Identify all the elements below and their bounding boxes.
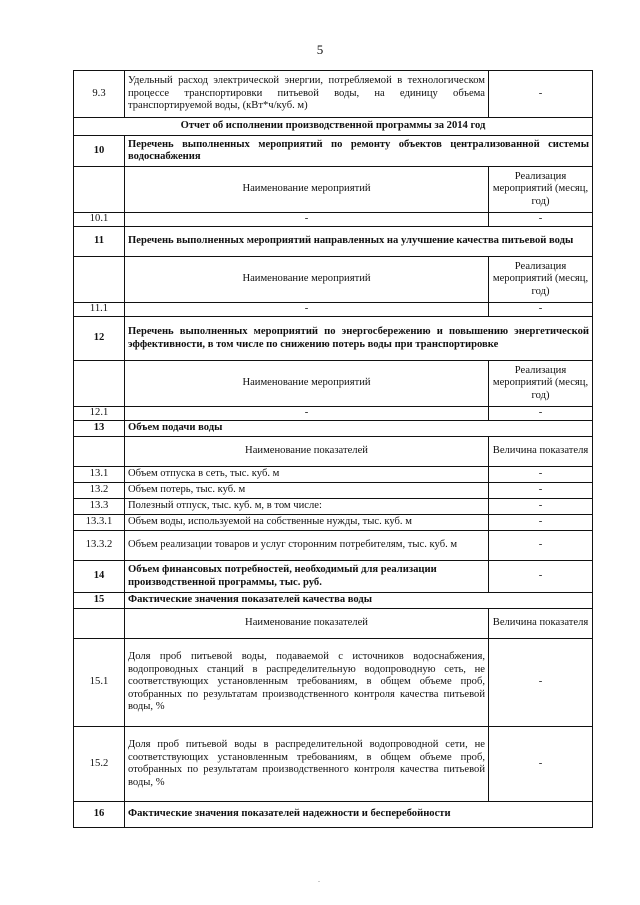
column-header-row <box>74 361 593 407</box>
column-header-value: Реализация мероприятий (месяц, год) <box>489 257 593 303</box>
table-row <box>74 303 593 317</box>
table-row <box>74 71 593 118</box>
column-header-value: Реализация мероприятий (месяц, год) <box>489 167 593 213</box>
row-number: 10.1 <box>74 213 125 227</box>
column-header-row <box>74 257 593 303</box>
row-text: - <box>125 407 489 421</box>
table-row <box>74 213 593 227</box>
row-text: Фактические значения показателей качества воды <box>125 593 593 609</box>
row-number: 13.3.2 <box>74 531 125 561</box>
table-row <box>74 499 593 515</box>
production-program-table <box>73 70 593 828</box>
column-header-name: Наименование мероприятий <box>125 361 489 407</box>
row-value: - <box>489 499 593 515</box>
row-text: Фактические значения показателей надежности и бесперебойности <box>125 802 593 828</box>
column-header-row <box>74 167 593 213</box>
table-row <box>74 317 593 361</box>
report-header: Отчет об исполнении производственной программы за 2014 год <box>74 118 593 136</box>
row-number: 13 <box>74 421 125 437</box>
row-text: Полезный отпуск, тыс. куб. м, в том числе: <box>125 499 489 515</box>
row-value: - <box>489 515 593 531</box>
page-number: 5 <box>316 42 324 57</box>
table-row <box>74 531 593 561</box>
row-value: - <box>489 71 593 118</box>
row-value: - <box>489 639 593 727</box>
column-header-name: Наименование показателей <box>125 609 489 639</box>
row-number: 12 <box>74 317 125 361</box>
row-text: - <box>125 303 489 317</box>
row-value: - <box>489 467 593 483</box>
row-number: 15.1 <box>74 639 125 727</box>
table-row <box>74 802 593 828</box>
row-text: Перечень выполненных мероприятий по ремонту объектов централизованной системы водоснабжения <box>125 136 593 167</box>
row-text: Объем потерь, тыс. куб. м <box>125 483 489 499</box>
column-header-row <box>74 437 593 467</box>
row-text: Объем реализации товаров и услуг сторонним потребителям, тыс. куб. м <box>125 531 489 561</box>
row-number: 13.3 <box>74 499 125 515</box>
row-text: Доля проб питьевой воды в распределительной водопроводной сети, не соответствующих установленным требованиям, в общем объеме проб, отобранных по результатам производственного контроля качества питьевой воды, % <box>125 727 489 802</box>
row-text: Объем отпуска в сеть, тыс. куб. м <box>125 467 489 483</box>
row-value: - <box>489 213 593 227</box>
row-text: Объем финансовых потребностей, необходимый для реализации производственной программы, тыс. руб. <box>125 561 489 593</box>
column-header-value: Величина показателя <box>489 609 593 639</box>
row-value: - <box>489 727 593 802</box>
row-value: - <box>489 561 593 593</box>
row-number: 13.2 <box>74 483 125 499</box>
column-header-value: Величина показателя <box>489 437 593 467</box>
table-row <box>74 483 593 499</box>
table-row <box>74 639 593 727</box>
table-row <box>74 136 593 167</box>
row-number: 13.3.1 <box>74 515 125 531</box>
row-number: 16 <box>74 802 125 828</box>
scan-artifact: . <box>318 875 320 884</box>
row-number: 10 <box>74 136 125 167</box>
row-text: Перечень выполненных мероприятий по энергосбережению и повышению энергетической эффективности, в том числе по снижению потерь воды при транспортировке <box>125 317 593 361</box>
row-text: Объем подачи воды <box>125 421 593 437</box>
row-value: - <box>489 303 593 317</box>
column-header-name: Наименование мероприятий <box>125 257 489 303</box>
row-value: - <box>489 483 593 499</box>
row-number: 11.1 <box>74 303 125 317</box>
table-row <box>74 407 593 421</box>
row-number: 15.2 <box>74 727 125 802</box>
column-header-value: Реализация мероприятий (месяц, год) <box>489 361 593 407</box>
row-value: - <box>489 407 593 421</box>
column-header-row <box>74 609 593 639</box>
table-row <box>74 593 593 609</box>
table-row <box>74 467 593 483</box>
column-header-name: Наименование показателей <box>125 437 489 467</box>
row-text: Доля проб питьевой воды, подаваемой с источников водоснабжения, водопроводных станций в распределительную водопроводную сеть, не соответствующих установленным требованиям, в общем объеме проб, отобранных по результатам производственного контроля качества питьевой воды, % <box>125 639 489 727</box>
table-row <box>74 561 593 593</box>
row-text: Удельный расход электрической энергии, потребляемой в технологическом процессе транспортировки питьевой воды, на единицу объема транспортируемой воды, (кВт*ч/куб. м) <box>125 71 489 118</box>
column-header-name: Наименование мероприятий <box>125 167 489 213</box>
row-value: - <box>489 531 593 561</box>
row-text: - <box>125 213 489 227</box>
row-number: 11 <box>74 227 125 257</box>
row-number: 12.1 <box>74 407 125 421</box>
table-row <box>74 727 593 802</box>
table-row <box>74 421 593 437</box>
table-row <box>74 515 593 531</box>
section-header-row <box>74 118 593 136</box>
row-number: 14 <box>74 561 125 593</box>
row-text: Перечень выполненных мероприятий направленных на улучшение качества питьевой воды <box>125 227 593 257</box>
row-number: 15 <box>74 593 125 609</box>
row-text: Объем воды, используемой на собственные нужды, тыс. куб. м <box>125 515 489 531</box>
row-number: 13.1 <box>74 467 125 483</box>
table-row <box>74 227 593 257</box>
row-number: 9.3 <box>74 71 125 118</box>
